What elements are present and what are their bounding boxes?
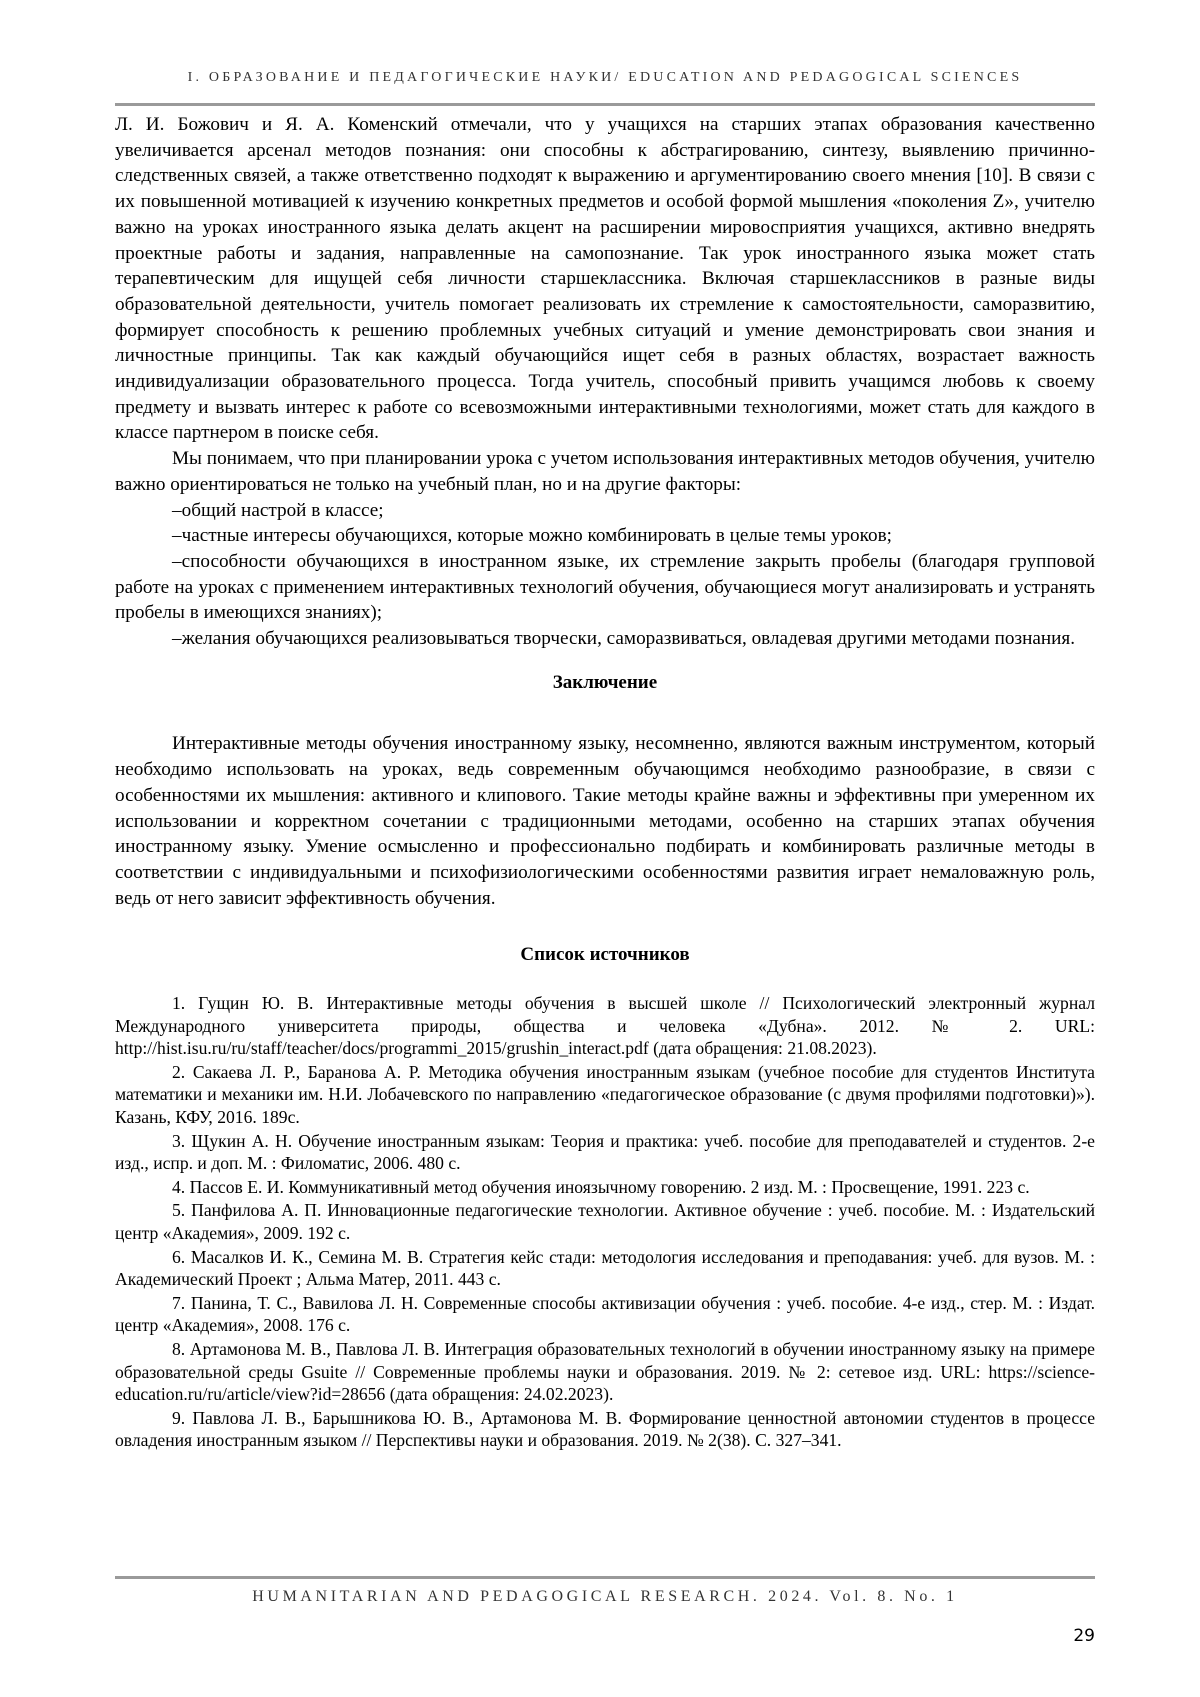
reference-item: 9. Павлова Л. В., Барышникова Ю. В., Артамонова М. В. Формирование ценностной автономии студентов в процессе овладения иностранным языком // Перспективы науки и образования. 2019. № 2(38). С. 327–341. [115, 1407, 1095, 1451]
page-number: 29 [1073, 1626, 1095, 1646]
conclusion-heading: Заключение [552, 671, 658, 693]
header-rule [115, 103, 1095, 106]
reference-item: 2. Сакаева Л. Р., Баранова А. Р. Методика обучения иностранным языкам (учебное пособие для студентов Института математики и механики им. Н.И. Лобачевского по направлению «педагогическое образование (с двумя профилями подготовки)»). Казань, КФУ, 2016. 189с. [115, 1061, 1095, 1128]
article-body [115, 112, 1095, 1453]
list-item: –способности обучающихся в иностранном языке, их стремление закрыть пробелы (благодаря групповой работе на уроках с применением интерактивных технологий обучения, обучающиеся могут анализировать и устранять пробелы в имеющихся знаниях); [115, 550, 1095, 624]
reference-item: 7. Панина, Т. С., Вавилова Л. Н. Современные способы активизации обучения : учеб. пособие. 4-е изд., стер. М. : Издат. центр «Академия», 2008. 176 с. [115, 1292, 1095, 1336]
reference-item: 3. Щукин А. Н. Обучение иностранным языкам: Теория и практика: учеб. пособие для преподавателей и студентов. 2-е изд., испр. и доп. М. : Филоматис, 2006. 480 с. [115, 1130, 1095, 1174]
body-paragraph: Л. И. Божович и Я. А. Коменский отмечали, что у учащихся на старших этапах образования качественно увеличивается арсенал методов познания: они способны к абстрагированию, синтезу, выявлению причинно-следственных связей, а также ответственно подходят к выражению и аргументированию своего мнения [10]. В связи с их повышенной мотивацией к изучению конкретных предметов и особой формой мышления «поколения Z», учителю важно на уроках иностранного языка делать акцент на расширении мировосприятия учащихся, активно внедрять проектные работы и задания, направленные на самопознание. Так урок иностранного языка может стать терапевтическим для ищущей себя личности старшеклассника. Включая старшеклассников в разные виды образовательной деятельности, учитель помогает реализовать их стремление к самостоятельности, саморазвитию, формирует способность к решению проблемных учебных ситуаций и умение демонстрировать свои знания и личностные принципы. Так как каждый обучающийся ищет себя в разных областях, возрастает важность индивидуализации образовательного процесса. Тогда учитель, способный привить учащимся любовь к своему предмету и вызвать интерес к работе со всевозможными интерактивными технологиями, может стать для каждого в классе партнером в поиске себя. [115, 114, 1095, 444]
reference-item: 8. Артамонова М. В., Павлова Л. В. Интеграция образовательных технологий в обучении иностранному языку на примере образовательной среды Gsuite // Современные проблемы науки и образования. 2019. № 2: сетевое изд. URL: https://science-education.ru/ru/article/view?id=28656 (дата обращения: 24.02.2023). [115, 1339, 1095, 1405]
body-paragraph: Мы понимаем, что при планировании урока с учетом использования интерактивных методов обучения, учителю важно ориентироваться не только на учебный план, но и на другие факторы: [115, 448, 1095, 495]
reference-item: 6. Масалков И. К., Семина М. В. Стратегия кейс стади: методология исследования и преподавания: учеб. для вузов. М. : Академический Проект ; Альма Матер, 2011. 443 с. [115, 1246, 1095, 1290]
running-head: I. ОБРАЗОВАНИЕ И ПЕДАГОГИЧЕСКИЕ НАУКИ/ EDUCATION AND PEDAGOGICAL SCIENCES [187, 70, 1023, 85]
references-heading: Список источников [520, 944, 690, 966]
list-item: –общий настрой в классе; [172, 499, 384, 521]
reference-item: 4. Пассов Е. И. Коммуникативный метод обучения иноязычному говорению. 2 изд. М. : Просвещение, 1991. 223 с. [172, 1176, 1030, 1197]
footer-rule [115, 1576, 1095, 1579]
conclusion-paragraph: Интерактивные методы обучения иностранному языку, несомненно, являются важным инструментом, который необходимо использовать на уроках, ведь современным обучающимся необходимо разнообразие, в связи с особенностями их мышления: активного и клипового. Такие методы крайне важны и эффективны при умеренном их использовании и корректном сочетании с традиционными методами, особенно на старших этапах обучения иностранному языку. Умение осмысленно и профессионально подбирать и комбинировать различные методы в соответствии с индивидуальными и психофизиологическими особенностями развития играет немаловажную роль, ведь от него зависит эффективность обучения. [115, 733, 1095, 909]
journal-footer: HUMANITARIAN AND PEDAGOGICAL RESEARCH. 2024. Vol. 8. No. 1 [252, 1588, 958, 1605]
list-item: –частные интересы обучающихся, которые можно комбинировать в целые темы уроков; [172, 525, 892, 547]
reference-item: 5. Панфилова А. П. Инновационные педагогические технологии. Активное обучение : учеб. пособие. М. : Издательский центр «Академия», 2009. 192 с. [115, 1200, 1095, 1244]
reference-item: 1. Гущин Ю. В. Интерактивные методы обучения в высшей школе // Психологический электронный журнал Международного университета природы, общества и человека «Дубна». 2012. № 2. URL: http://hist.isu.ru/ru/staff/teacher/docs/programmi_2015/grushin_interact.pdf (дата обращения: 21.08.2023). [115, 993, 1095, 1059]
references-list [115, 992, 1095, 1452]
list-item: –желания обучающихся реализовываться творчески, саморазвиваться, овладевая другими методами познания. [172, 628, 1076, 650]
